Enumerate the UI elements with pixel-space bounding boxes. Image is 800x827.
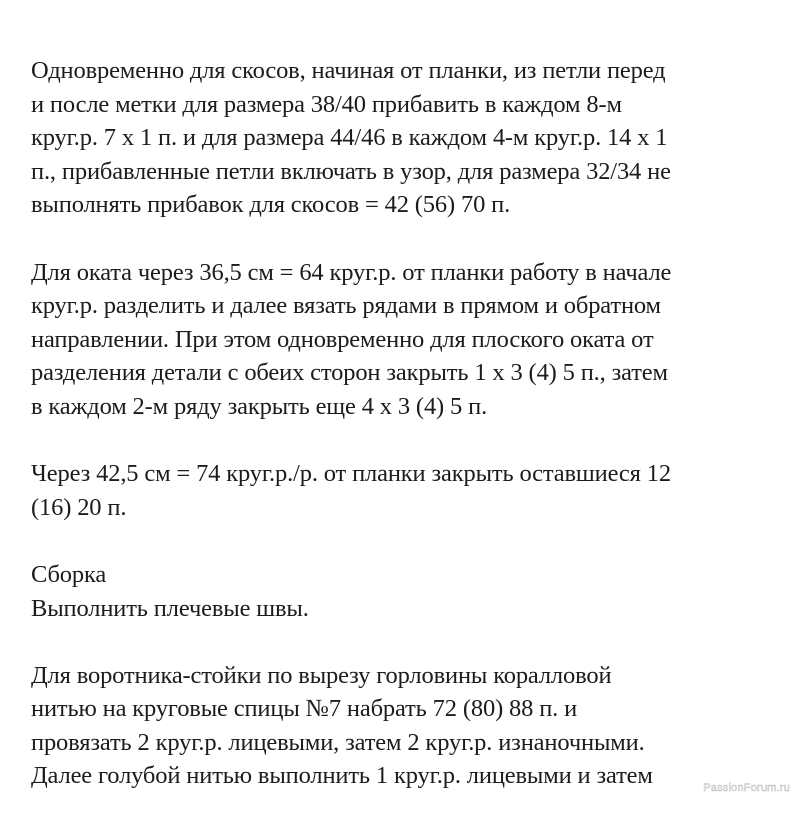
- text-line: провязать 2 круг.р. лицевыми, затем 2 круг.р. изнаночными.: [31, 728, 645, 756]
- text-line: в каждом 2-м ряду закрыть еще 4 x 3 (4) 5 п.: [31, 392, 488, 420]
- text-line: и после метки для размера 38/40 прибавить в каждом 8-м: [31, 90, 622, 118]
- paragraph-collar: [31, 659, 791, 793]
- section-heading-assembly: Сборка: [31, 560, 107, 588]
- text-line: Для воротника-стойки по вырезу горловины коралловой: [31, 661, 612, 689]
- document-page: [31, 54, 791, 827]
- watermark: PassionForum.ru: [703, 782, 790, 794]
- text-line: Через 42,5 см = 74 круг.р./р. от планки закрыть оставшиеся 12: [31, 460, 671, 488]
- text-line: Для оката через 36,5 см = 64 круг.р. от планки работу в начале: [31, 258, 672, 286]
- text-line: Одновременно для скосов, начиная от планки, из петли перед: [31, 57, 666, 84]
- text-line: круг.р. разделить и далее вязать рядами в прямом и обратном: [31, 292, 661, 320]
- paragraph-bind-off: [31, 457, 791, 524]
- text-line: (16) 20 п.: [31, 493, 127, 521]
- text-line: п., прибавленные петли включать в узор, для размера 32/34 не: [31, 157, 671, 185]
- text-line: выполнять прибавок для скосов = 42 (56) 70 п.: [31, 191, 511, 219]
- text-line: направлении. При этом одновременно для плоского оката от: [31, 325, 654, 353]
- text-line: Выполнить плечевые швы.: [31, 594, 309, 622]
- text-line: Далее голубой нитью выполнить 1 круг.р. лицевыми и затем: [31, 762, 653, 790]
- paragraph-sleeve-cap: [31, 256, 791, 424]
- text-line: круг.р. 7 x 1 п. и для размера 44/46 в каждом 4-м круг.р. 14 x 1: [31, 124, 668, 152]
- text-line: нитью на круговые спицы №7 набрать 72 (80) 88 п. и: [31, 695, 578, 723]
- paragraph-assembly: [31, 558, 791, 625]
- text-line: разделения детали с обеих сторон закрыть 1 x 3 (4) 5 п., затем: [31, 359, 668, 387]
- paragraph-increases: [31, 54, 791, 222]
